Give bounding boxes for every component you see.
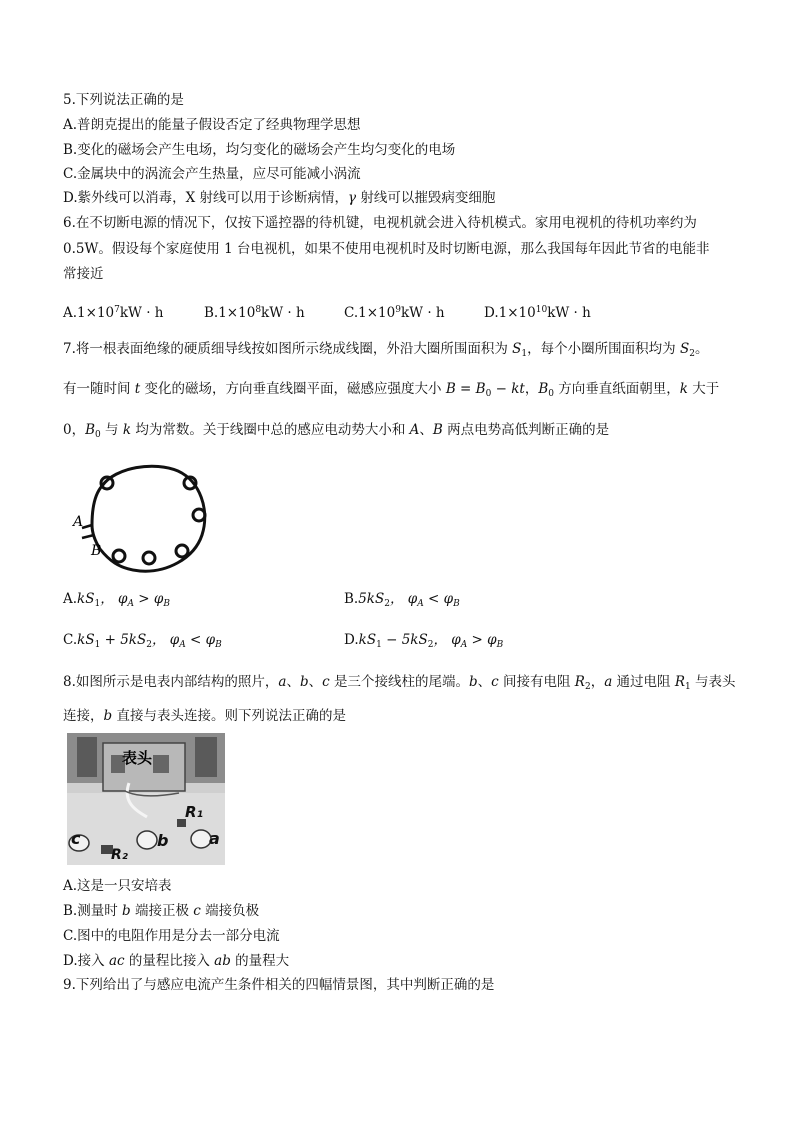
- meter-photo: [67, 733, 225, 865]
- photo-label-b: b: [157, 831, 169, 850]
- q7-option-b: $B.5kS_2$， $\varphi_A < \varphi_B$: [344, 591, 460, 609]
- q8-stem-line2: 连接，b 直接与表头连接。则下列说法正确的是: [63, 708, 346, 724]
- q6-stem-line2: 0.5W。假设每个家庭使用 1 台电视机，如果不使用电视机时及时切断电源，那么我国每年因此节省的电能非: [63, 241, 710, 257]
- q5-option-a: A.普朗克提出的能量子假设否定了经典物理学思想: [63, 117, 361, 133]
- q6-option-a: $A.1\times 10^7kW \cdot h$: [63, 305, 164, 321]
- q7-stem-line2: 有一随时间 t 变化的磁场，方向垂直线圈平面，磁感应强度大小 $B = B_0$ − kt，$B_0$ 方向垂直纸面朝里，k 大于: [63, 381, 720, 399]
- photo-label-a: a: [209, 829, 220, 848]
- q5-option-d: D.紫外线可以消毒，X 射线可以用于诊断病情，γ 射线可以摧毁病变细胞: [63, 190, 496, 206]
- q8-option-a: A.这是一只安培表: [63, 878, 172, 894]
- q6-stem-line1: 6.在不切断电源的情况下，仅按下遥控器的待机键，电视机就会进入待机模式。家用电视机的待机功率约为: [63, 215, 697, 231]
- q6-option-d: $D.1\times 10^{10}kW \cdot h$: [484, 305, 591, 321]
- q7-stem-line3: 0，$B_0$ 与 k 均为常数。关于线圈中总的感应电动势大小和 A、B 两点电势高低判断正确的是: [63, 422, 610, 440]
- q8-option-b: B.测量时 b 端接正极 c 端接负极: [63, 903, 260, 919]
- q7-stem-line1: 7.将一根表面绝缘的硬质细导线按如图所示绕成线圈，外沿大圈所围面积为 $S_1$，每个小圈所围面积均为 $S_2$。: [63, 341, 709, 359]
- q5-stem: 5.下列说法正确的是: [63, 92, 184, 108]
- q9-stem: 9.下列给出了与感应电流产生条件相关的四幅情景图，其中判断正确的是: [63, 977, 495, 993]
- q7-option-a: $A.kS_1$， $\varphi_A > \varphi_B$: [63, 591, 170, 609]
- q6-stem-line3: 常接近: [63, 266, 104, 282]
- photo-label-head: 表头: [122, 749, 153, 767]
- q7-option-c: $C.kS_1 + 5kS_2$， $\varphi_A < \varphi_B$: [63, 632, 222, 650]
- q8-option-c: C.图中的电阻作用是分去一部分电流: [63, 928, 280, 944]
- q7-option-d: $D.kS_1 - 5kS_2$， $\varphi_A > \varphi_B$: [344, 632, 504, 650]
- coil-label-a: A: [73, 514, 84, 530]
- q6-option-b: $B.1\times 10^8kW \cdot h$: [204, 305, 305, 321]
- q5-option-c: C.金属块中的涡流会产生热量，应尽可能减小涡流: [63, 166, 361, 182]
- photo-label-r2: R₂: [111, 847, 128, 863]
- coil-label-b: B: [91, 543, 102, 559]
- q8-stem-line1: 8.如图所示是电表内部结构的照片，a、b、c 是三个接线柱的尾端。b、c 间接有电阻 $R_2$，a 通过电阻 $R_1$ 与表头: [63, 674, 736, 692]
- coil-diagram: [70, 455, 210, 580]
- q6-option-c: $C.1\times 10^9kW \cdot h$: [344, 305, 445, 321]
- photo-label-c: c: [71, 829, 81, 848]
- q5-option-b: B.变化的磁场会产生电场，均匀变化的磁场会产生均匀变化的电场: [63, 142, 456, 158]
- photo-label-r1: R₁: [185, 803, 204, 821]
- q8-option-d: D.接入 ac 的量程比接入 ab 的量程大: [63, 953, 290, 969]
